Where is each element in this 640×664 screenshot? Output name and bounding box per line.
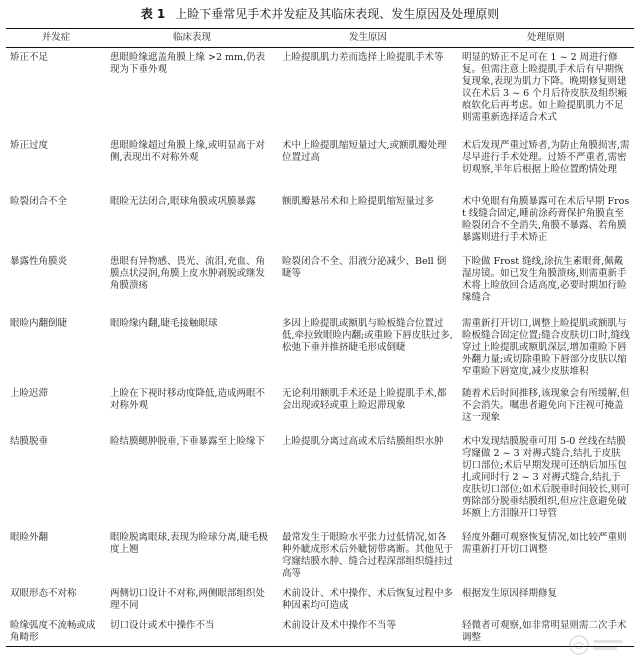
cell-complication: 眼睑内翻倒睫 bbox=[10, 318, 68, 329]
table-row bbox=[6, 582, 634, 616]
cell-cause: 睑裂闭合不全、泪液分泌减少、Bell 倒睫等 bbox=[282, 256, 447, 279]
cell-cause: 术前设计、术中操作、术后恢复过程中多种因素均可造成 bbox=[282, 588, 454, 611]
cell-cause: 多因上睑提肌或额肌与睑板缝合位置过低,牵拉致眼睑内翻;或重睑下唇皮肤过多,松弛下垂并推挤睫毛形成倒睫 bbox=[282, 318, 453, 353]
cell-clinical: 眼睑脱离眼球,表现为睑球分离,睫毛极度上翘 bbox=[110, 532, 269, 555]
table-row bbox=[6, 312, 634, 380]
table-number: 表 1 bbox=[140, 7, 166, 21]
cell-cause: 最常发生于眼睑水平张力过低情况,如各种外眦成形术后外眦韧带离断。其他见于穹窿结膜水肿、缝合过程深部组织缝挂过高等 bbox=[282, 532, 454, 579]
cell-treatment: 轻微者可观察,如非常明显则需二次手术调整 bbox=[458, 616, 634, 646]
cell-complication: 结膜脱垂 bbox=[10, 436, 49, 447]
cell-treatment: 术后发现严重过矫者,为防止角膜损害,需尽早进行手术处理。过矫不严重者,需密切观察,半年后根据上睑位置酌情处理 bbox=[462, 140, 630, 175]
header-complication: 并发症 bbox=[6, 29, 106, 48]
cell-treatment: 术中发现结膜脱垂可用 5-0 丝线在结膜穹窿做 2 ~ 3 对褥式缝合,结扎于皮肤切口部位;术后早期发现可还纳后加压包扎或同时行 2 ~ 3 对褥式缝合,结扎于皮肤切口部位;如术后脱垂时间较长,则可剪除部分脱垂结膜组织,但应注意避免破坏额上方泪腺开口导管 bbox=[462, 436, 630, 519]
cell-treatment: 术中免眼有角膜暴露可在术后早期 Frost 线缝合固定,睡前涂药膏保护角膜直至睑裂闭合不全消失,角膜不暴露、若角膜暴露则进行手术矫正 bbox=[462, 196, 630, 243]
cell-complication: 上睑迟滞 bbox=[10, 388, 49, 399]
cell-complication: 眼睑外翻 bbox=[10, 532, 49, 543]
cell-cause: 术中上睑提肌缩短量过大,或额肌瓣处理位置过高 bbox=[282, 140, 447, 163]
cell-cause: 上睑提肌肌力差而选择上睑提肌手术等 bbox=[282, 52, 444, 63]
cell-complication: 双眼形态不对称 bbox=[10, 588, 77, 599]
cell-complication: 睑缘弧度不流畅或成角畸形 bbox=[6, 616, 106, 646]
table-row bbox=[6, 428, 634, 524]
table-caption: 上睑下垂常见手术并发症及其临床表现、发生原因及处理原则 bbox=[175, 7, 500, 21]
cell-clinical: 患眼睑缘遮盖角膜上缘 >2 mm,仍表现为下垂外观 bbox=[110, 52, 266, 75]
table-row bbox=[6, 380, 634, 428]
cell-treatment: 下睑做 Frost 缝线,涂抗生素眼膏,佩戴湿房镜。如已发生角膜溃疡,则需重新手术将上睑放回合适高度,必要时期加行睑缘缝合 bbox=[462, 256, 627, 303]
table-row bbox=[6, 616, 634, 646]
cell-treatment: 根据发生原因择期修复 bbox=[462, 588, 558, 599]
cell-clinical: 两侧切口设计不对称,两侧眼部组织处理不同 bbox=[110, 588, 266, 611]
cell-treatment: 随着术后时间推移,该现象会有所缓解,但不会消失。嘱患者避免向下注视可掩盖这一现象 bbox=[462, 388, 630, 423]
watermark-icon bbox=[568, 634, 626, 656]
cell-clinical: 患眼睑缘超过角膜上缘,或明显高于对侧,表现出不对称外观 bbox=[110, 140, 266, 163]
cell-clinical: 睑结膜鳃肿脱垂,下垂暴露至上睑缘下 bbox=[110, 436, 266, 447]
cell-treatment: 明显的矫正不足可在 1 ~ 2 周进行修复。但需注意上睑提肌手术后有早期恢复现象,表现为肌力下降。晚期修复则建议在术后 3 ~ 6 个月后待皮肤及组织瘢痕软化后再考虑。如上睑提肌肌力不足则需重新选择适合术式 bbox=[462, 52, 628, 123]
cell-cause: 上睑提肌分离过高或术后结膜组织水肿 bbox=[282, 436, 444, 447]
header-cause: 发生原因 bbox=[278, 29, 458, 48]
cell-cause: 术前设计及术中操作不当等 bbox=[278, 616, 458, 646]
cell-clinical: 患眼有异物感、畏光、流泪,充血、角膜点状浸润,角膜上皮水肿剥脱或继发角膜溃疡 bbox=[110, 256, 266, 291]
cell-complication: 暴露性角膜炎 bbox=[10, 256, 68, 267]
table-header-row bbox=[6, 29, 634, 48]
header-treatment: 处理原则 bbox=[458, 29, 634, 48]
table-row bbox=[6, 124, 634, 190]
cell-clinical: 上睑在下视时移动度降低,造成两眼不对称外观 bbox=[110, 388, 266, 411]
cell-cause: 额肌瓣悬吊术和上睑提肌缩短量过多 bbox=[282, 196, 435, 207]
cell-cause: 无论利用额肌手术还是上睑提肌手术,都会出现或轻或重上睑迟滞现象 bbox=[282, 388, 447, 411]
table-title bbox=[6, 6, 634, 22]
cell-clinical: 切口设计或术中操作不当 bbox=[106, 616, 278, 646]
cell-complication: 矫正过度 bbox=[10, 140, 49, 151]
complications-table bbox=[6, 28, 634, 647]
cell-treatment: 轻度外翻可观察恢复情况,如比较严重则需重新打开切口调整 bbox=[462, 532, 627, 555]
cell-complication: 矫正不足 bbox=[10, 52, 49, 63]
cell-complication: 睑裂闭合不全 bbox=[10, 196, 68, 207]
table-row bbox=[6, 524, 634, 582]
header-clinical: 临床表现 bbox=[106, 29, 278, 48]
cell-clinical: 眼睑无法闭合,眼球角膜或巩膜暴露 bbox=[110, 196, 256, 207]
table-row bbox=[6, 48, 634, 125]
table-row bbox=[6, 250, 634, 312]
cell-treatment: 需重新打开切口,调整上睑提肌或额肌与睑板缝合固定位置;缝合皮肤切口时,缝线穿过上睑提肌或额肌深层,增加重睑下唇外翻力量;或切除重睑下唇部分皮肤以缩窄重睑下唇宽度,减少皮肤堆积 bbox=[462, 318, 630, 377]
cell-clinical: 眼睑缘内翻,睫毛接触眼球 bbox=[110, 318, 218, 329]
table-row bbox=[6, 190, 634, 250]
